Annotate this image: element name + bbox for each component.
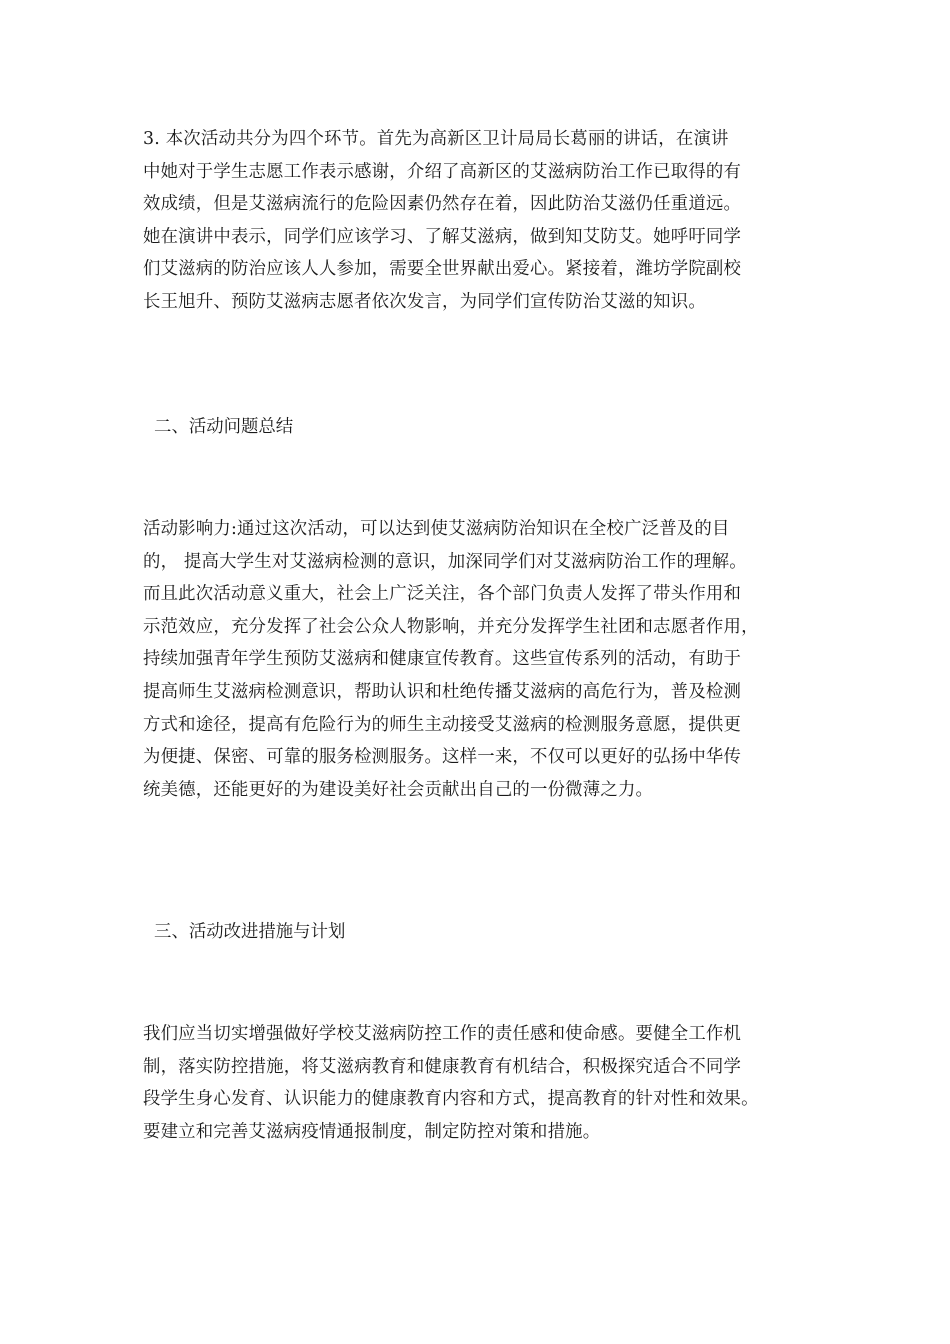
paragraph-line: 示范效应，充分发挥了社会公众人物影响，并充分发挥学生社团和志愿者作用， [143,616,759,637]
paragraph-line: 制，落实防控措施，将艾滋病教育和健康教育有机结合，积极探究适合不同学 [143,1056,742,1077]
paragraph-activity-segments [143,123,807,319]
paragraph-line: 我们应当切实增强做好学校艾滋病防控工作的责任感和使命感。要健全工作机 [143,1024,742,1044]
paragraph-line: 要建立和完善艾滋病疫情通报制度，制定防控对策和措施。 [143,1121,601,1142]
section-heading-problem-summary: 二、活动问题总结 [143,417,294,437]
paragraph-line: 她在演讲中表示，同学们应该学习、了解艾滋病，做到知艾防艾。她呼吁同学 [143,226,742,247]
paragraph-line: 们艾滋病的防治应该人人参加，需要全世界献出爱心。紧接着，潍坊学院副校 [143,259,742,280]
paragraph-line: 中她对于学生志愿工作表示感谢，介绍了高新区的艾滋病防治工作已取得的有 [143,161,742,182]
paragraph-line: 统美德，还能更好的为建设美好社会贡献出自己的一份微薄之力。 [143,779,654,800]
paragraph-line: 为便捷、保密、可靠的服务检测服务。这样一来，不仅可以更好的弘扬中华传 [143,747,742,768]
paragraph-line: 长王旭升、预防艾滋病志愿者依次发言，为同学们宣传防治艾滋的知识。 [143,291,706,312]
paragraph-line: 效成绩，但是艾滋病流行的危险因素仍然存在着，因此防治艾滋仍任重道远。 [143,194,742,215]
paragraph-line: 方式和途径，提高有危险行为的师生主动接受艾滋病的检测服务意愿，提供更 [143,714,742,735]
paragraph-line: 的， 提高大学生对艾滋病检测的意识，加深同学们对艾滋病防治工作的理解。 [143,551,747,572]
paragraph-line: 段学生身心发育、认识能力的健康教育内容和方式，提高教育的针对性和效果。 [143,1089,759,1110]
paragraph-line: 而且此次活动意义重大，社会上广泛关注，各个部门负责人发挥了带头作用和 [143,584,742,605]
paragraph-improvement-measures [143,1018,807,1148]
section-heading-improvement-plan: 三、活动改进措施与计划 [143,922,346,942]
paragraph-activity-impact [143,513,807,806]
paragraph-line: 持续加强青年学生预防艾滋病和健康宣传教育。这些宣传系列的活动，有助于 [143,649,742,670]
paragraph-line: 活动影响力:通过这次活动，可以达到使艾滋病防治知识在全校广泛普及的目 [143,519,730,539]
paragraph-line: 提高师生艾滋病检测意识，帮助认识和杜绝传播艾滋病的高危行为，普及检测 [143,681,742,702]
paragraph-line: 3. 本次活动共分为四个环节。首先为高新区卫计局局长葛丽的讲话，在演讲 [143,129,729,149]
